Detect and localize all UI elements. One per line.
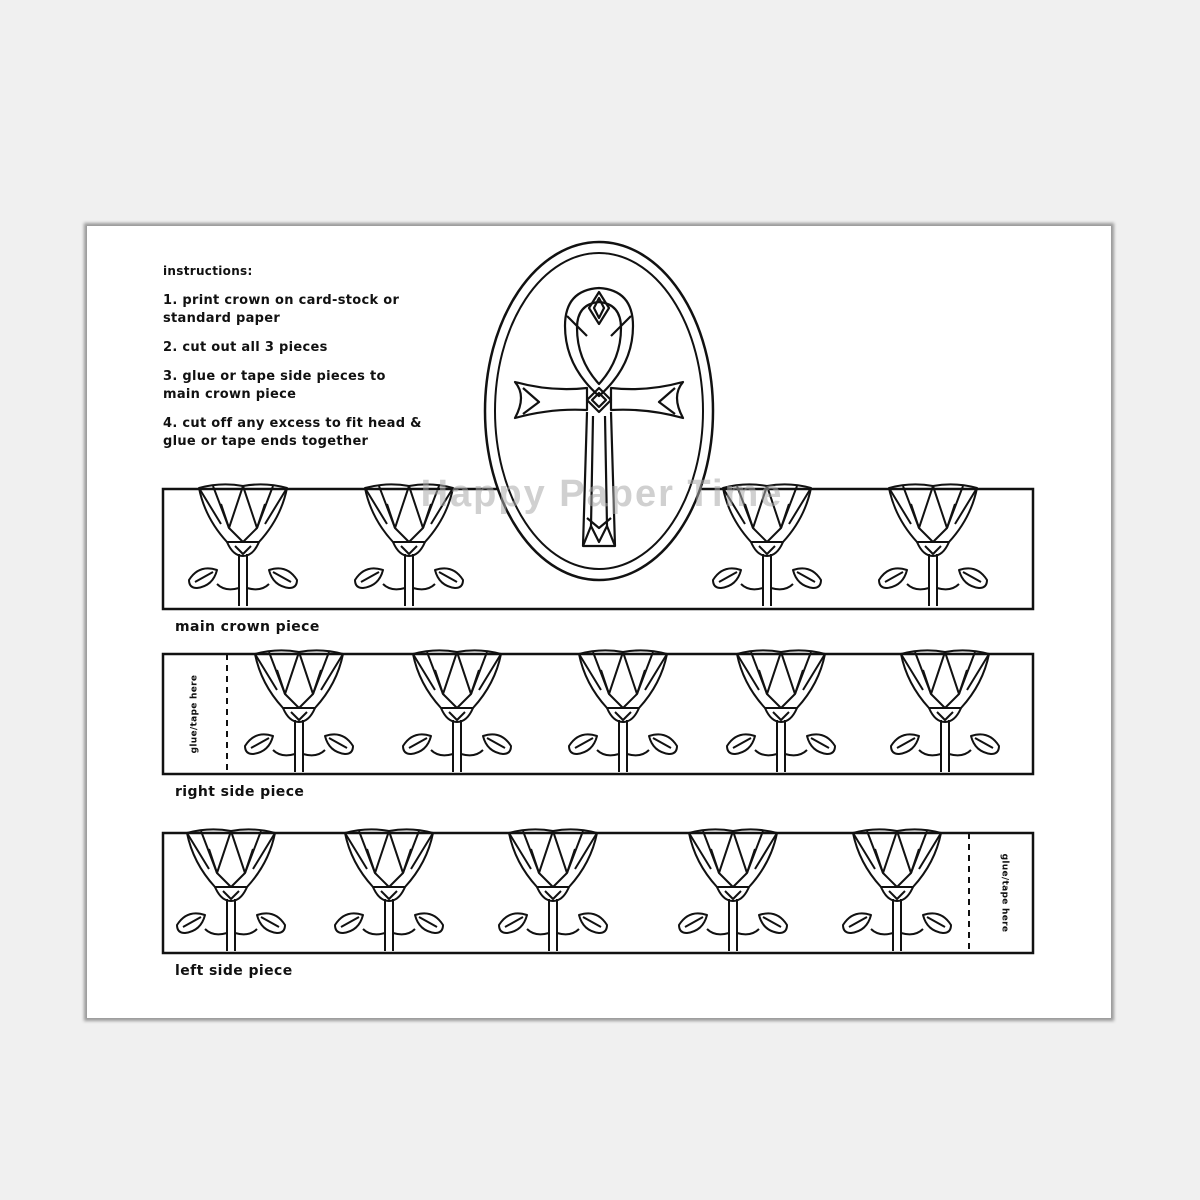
instructions-block [163,262,423,462]
instruction-step-3: 3. glue or tape side pieces to main crown piece [163,369,386,402]
left-side-glue-label: glue/tape here [999,853,1010,933]
left-band-lotus-flowers [177,829,951,951]
right-side-piece-label: right side piece [175,784,305,800]
watermark: Happy Paper Time [420,473,784,515]
left-side-piece-label: left side piece [175,963,293,979]
instruction-step-4: 4. cut off any excess to fit head & glue or tape ends together [163,416,422,449]
right-side-glue-label: glue/tape here [189,674,200,754]
instruction-step-2: 2. cut out all 3 pieces [163,340,328,355]
instruction-step-1: 1. print crown on card-stock or standard paper [163,293,400,326]
printable-sheet [87,226,1111,1018]
main-crown-piece-label: main crown piece [175,619,320,635]
right-band-lotus-flowers [245,650,999,772]
instructions-heading: instructions: [163,264,253,278]
